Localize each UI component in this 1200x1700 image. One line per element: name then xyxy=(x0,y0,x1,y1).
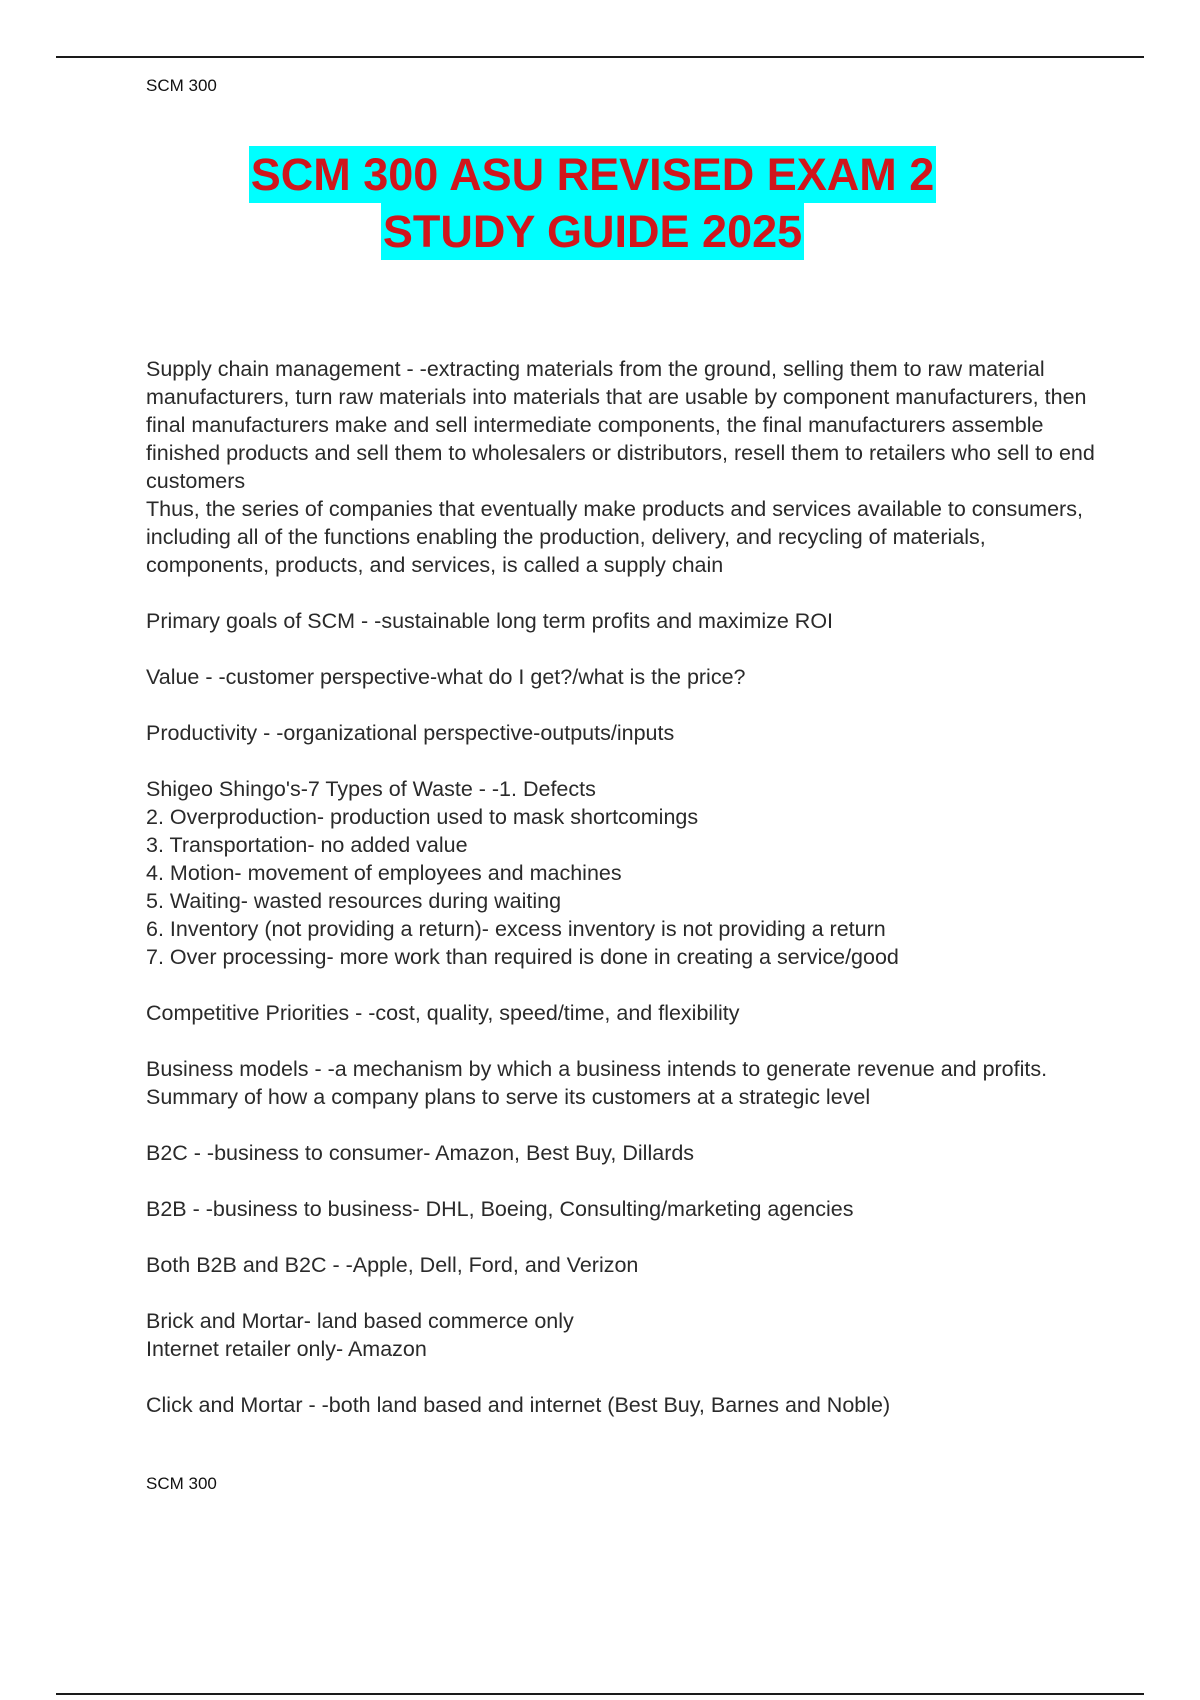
entry-line: Supply chain management - -extracting materials from the ground, selling them to raw material manufacturers, turn raw materials into materials that are usable by component manufacturers, then final manufacturers make and sell intermediate components, the final manufacturers assemble finished products and sell them to wholesalers or distributors, resell them to retailers who sell to end customers xyxy=(146,357,1095,493)
entry-line: 3. Transportation- no added value xyxy=(146,833,468,857)
running-footer: SCM 300 xyxy=(146,1474,217,1493)
term-entry xyxy=(146,999,1096,1027)
term-entry xyxy=(146,663,1096,691)
title-line-2: STUDY GUIDE 2025 xyxy=(381,203,804,260)
entry-line: Competitive Priorities - -cost, quality, speed/time, and flexibility xyxy=(146,1001,740,1025)
entry-line: Click and Mortar - -both land based and internet (Best Buy, Barnes and Noble) xyxy=(146,1393,891,1417)
entry-line: Both B2B and B2C - -Apple, Dell, Ford, and Verizon xyxy=(146,1253,639,1277)
entry-line: B2C - -business to consumer- Amazon, Best Buy, Dillards xyxy=(146,1141,695,1165)
term-entry xyxy=(146,1391,1096,1419)
term-entry xyxy=(146,1139,1096,1167)
term-entry xyxy=(146,775,1096,971)
entry-line: 5. Waiting- wasted resources during waiting xyxy=(146,889,562,913)
term-entry xyxy=(146,1307,1096,1363)
term-entry xyxy=(146,607,1096,635)
running-header: SCM 300 xyxy=(146,76,217,95)
entry-line: B2B - -business to business- DHL, Boeing, Consulting/marketing agencies xyxy=(146,1197,854,1221)
study-guide-content xyxy=(146,355,1096,1447)
document-title xyxy=(0,146,1185,260)
entry-line: Primary goals of SCM - -sustainable long term profits and maximize ROI xyxy=(146,609,834,633)
term-entry xyxy=(146,719,1096,747)
term-entry xyxy=(146,1195,1096,1223)
term-entry xyxy=(146,1055,1096,1111)
entry-line: Productivity - -organizational perspective-outputs/inputs xyxy=(146,721,675,745)
term-entry xyxy=(146,355,1096,579)
entry-line: 4. Motion- movement of employees and machines xyxy=(146,861,622,885)
top-rule xyxy=(56,56,1144,58)
title-line-1: SCM 300 ASU REVISED EXAM 2 xyxy=(249,146,937,203)
entry-line: 2. Overproduction- production used to mask shortcomings xyxy=(146,805,699,829)
entry-line: 7. Over processing- more work than required is done in creating a service/good xyxy=(146,945,899,969)
entry-line: Internet retailer only- Amazon xyxy=(146,1337,427,1361)
term-entry xyxy=(146,1251,1096,1279)
entry-line: Business models - -a mechanism by which a business intends to generate revenue and profits. Summary of how a company plans to serve its customers at a strategic level xyxy=(146,1057,1048,1109)
entry-line: Brick and Mortar- land based commerce only xyxy=(146,1309,574,1333)
entry-line: Shigeo Shingo's-7 Types of Waste - -1. Defects xyxy=(146,777,596,801)
entry-line: Thus, the series of companies that eventually make products and services available to consumers, including all of the functions enabling the production, delivery, and recycling of materials, components, products, and services, is called a supply chain xyxy=(146,497,1083,577)
entry-line: 6. Inventory (not providing a return)- excess inventory is not providing a return xyxy=(146,917,886,941)
bottom-rule xyxy=(56,1693,1144,1695)
entry-line: Value - -customer perspective-what do I get?/what is the price? xyxy=(146,665,746,689)
